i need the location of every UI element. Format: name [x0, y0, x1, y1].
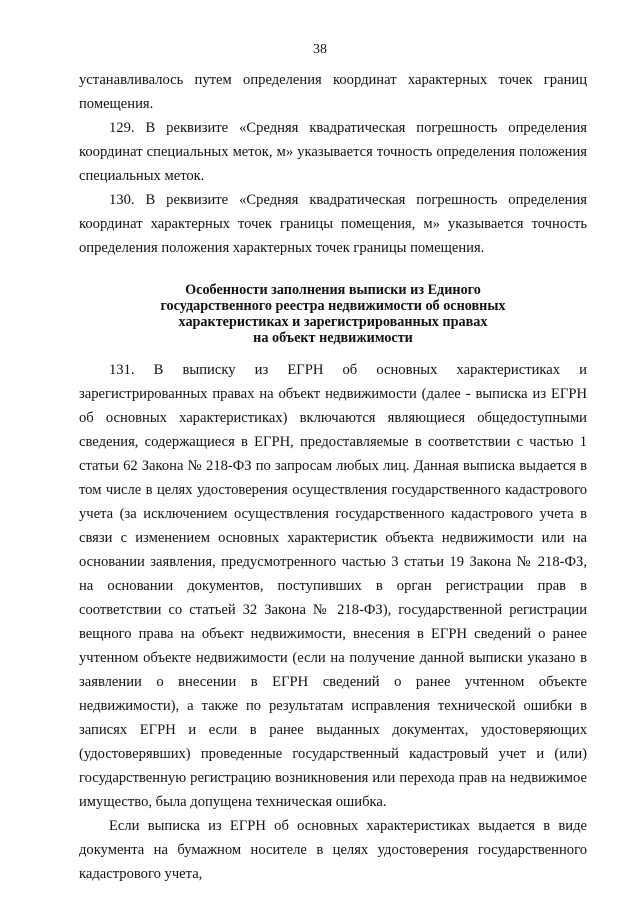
- page-number: 38: [313, 42, 327, 57]
- document-body: [79, 68, 587, 886]
- paragraph-continued: устанавливалось путем определения координат характерных точек границ помещения.: [79, 72, 587, 112]
- section-heading-line: Особенности заполнения выписки из Единого: [185, 282, 481, 298]
- section-heading-line: государственного реестра недвижимости об основных: [160, 298, 506, 314]
- paragraph-131: 131. В выписку из ЕГРН об основных характеристиках и зарегистрированных правах на объект недвижимости (далее - выписка из ЕГРН об основных характеристиках) включаются являющиеся общедоступными сведения, содержащиеся в ЕГРН, предоставляемые в соответствии с частью 1 статьи 62 Закона № 218-ФЗ по запросам любых лиц. Данная выписка выдается в том числе в целях удостоверения осуществления государственного кадастрового учета (за исключением осуществления государственного кадастрового учета в связи с изменением основных характеристик объекта недвижимости или на основании заявления, предусмотренного частью 3 статьи 19 Закона № 218-ФЗ, на основании документов, поступивших в орган регистрации прав в соответствии со статьей 32 Закона № 218-ФЗ), государственной регистрации вещного права на объект недвижимости, внесения в ЕГРН сведений о ранее учтенном объекте недвижимости (если на получение данной выписки указано в заявлении о внесении в ЕГРН сведений о ранее учтенном объекте недвижимости), а также по результатам исправления технической ошибки в записях ЕГРН и если в ранее выданных документах, удостоверяющих (удостоверявших) проведенные государственный кадастровый учет и (или) государственную регистрацию возникновения или перехода прав на недвижимое имущество, была допущена техническая ошибка.: [79, 362, 587, 810]
- paragraph-129: 129. В реквизите «Средняя квадратическая погрешность определения координат специальных меток, м» указывается точность определения положения специальных меток.: [79, 120, 587, 184]
- paragraph-130: 130. В реквизите «Средняя квадратическая погрешность определения координат характерных точек границы помещения, м» указывается точность определения положения характерных точек границы помещения.: [79, 192, 587, 256]
- section-heading-line: характеристиках и зарегистрированных правах: [178, 314, 488, 330]
- paragraph-continuation: Если выписка из ЕГРН об основных характеристиках выдается в виде документа на бумажном носителе в целях удостоверения государственного кадастрового учета,: [79, 818, 587, 882]
- section-heading: [79, 282, 587, 346]
- section-heading-line: на объект недвижимости: [253, 330, 413, 346]
